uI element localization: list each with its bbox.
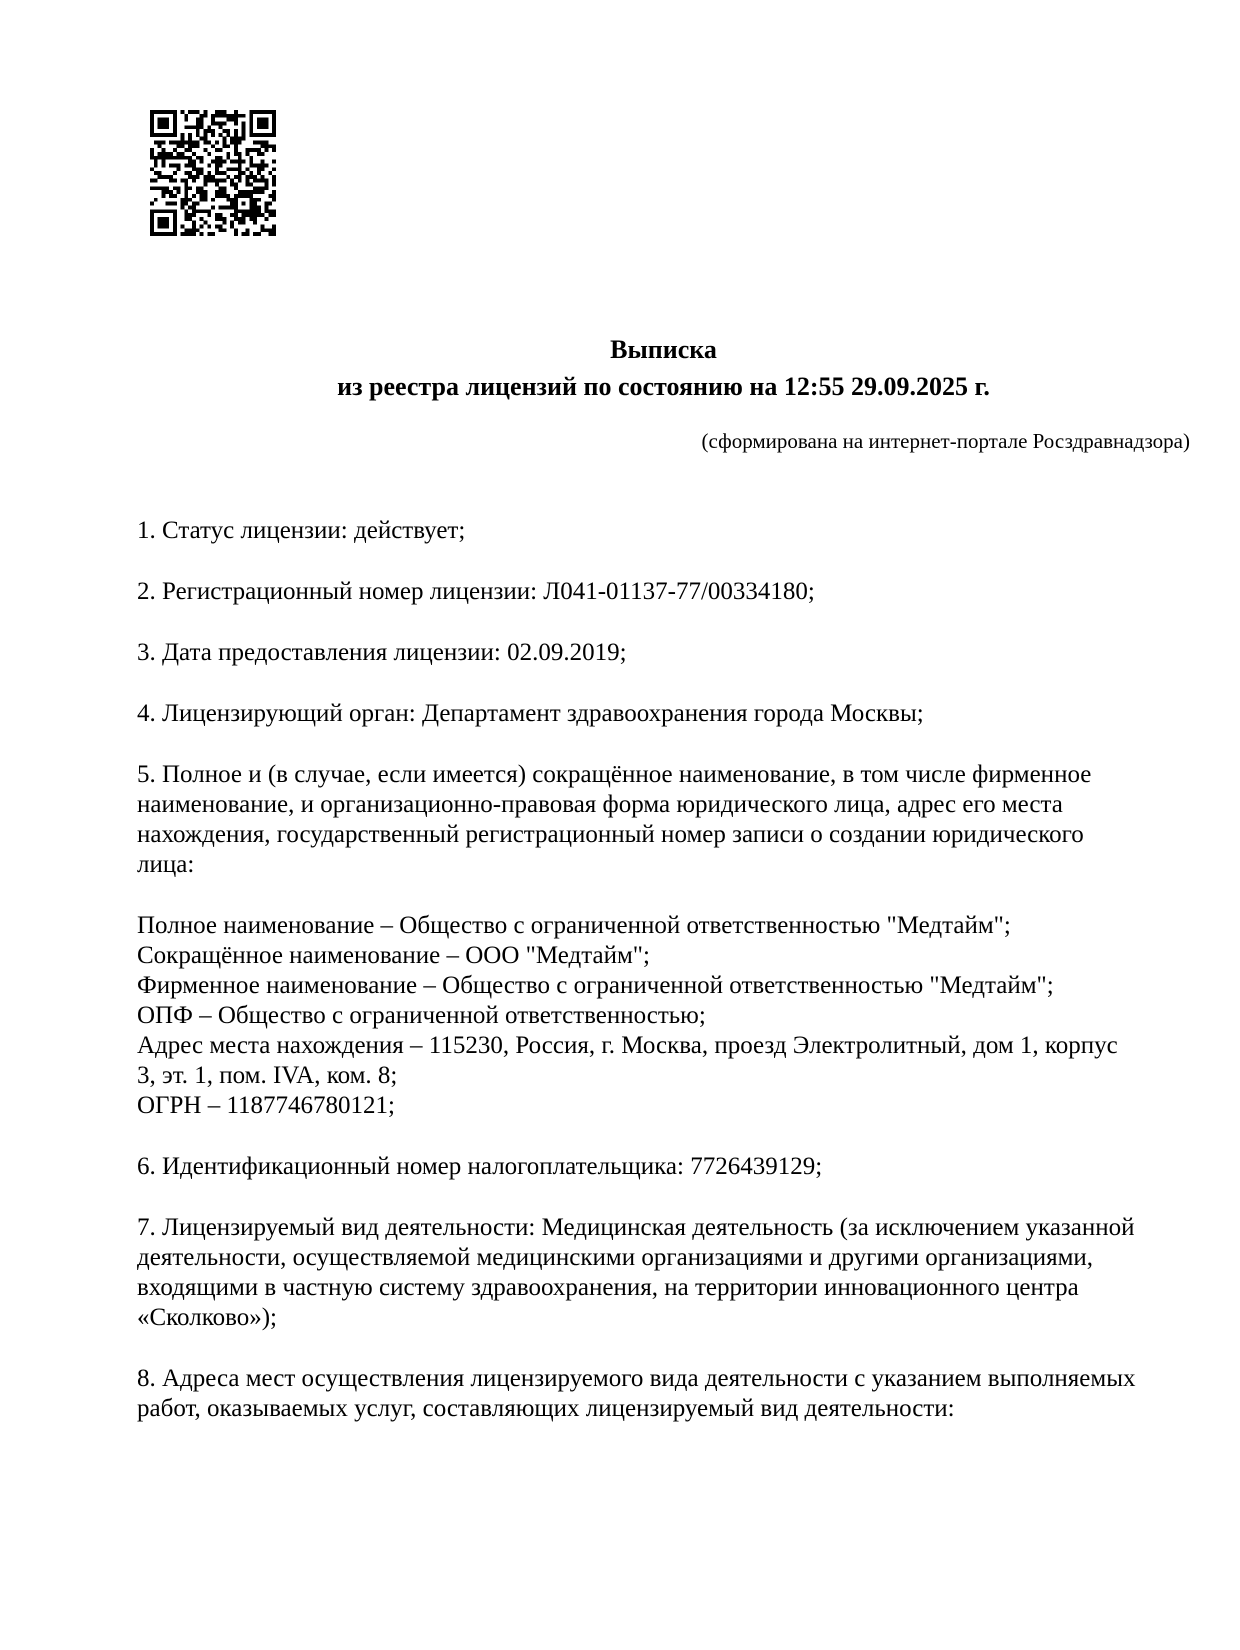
org-legal-form: ОПФ – Общество с ограниченной ответственностью; — [137, 1002, 706, 1029]
org-short-name: Сокращённое наименование – ООО "Медтайм"; — [137, 942, 650, 969]
paragraph-licensing-authority: 4. Лицензирующий орган: Департамент здравоохранения города Москвы; — [137, 700, 924, 727]
org-address: Адрес места нахождения – 115230, Россия, г. Москва, проезд Электролитный, дом 1, корпус 3, эт. 1, пом. IVA, ком. 8; — [137, 1032, 1118, 1089]
paragraph-addresses-intro: 8. Адреса мест осуществления лицензируемого вида деятельности с указанием выполняемых работ, оказываемых услуг, составляющих лицензируемый вид деятельности: — [137, 1365, 1136, 1422]
paragraph-license-status: 1. Статус лицензии: действует; — [137, 517, 466, 544]
document-content — [137, 0, 1190, 1424]
paragraph-licensed-activity: 7. Лицензируемый вид деятельности: Медицинская деятельность (за исключением указанной деятельности, осуществляемой медицинскими организациями и другими организациями, входящими в частную систему здравоохранения, на территории инновационного центра «Сколково»); — [137, 1214, 1135, 1331]
paragraph-organization-intro: 5. Полное и (в случае, если имеется) сокращённое наименование, в том числе фирменное наименование, и организационно-правовая форма юридического лица, адрес его места нахождения, государственный регистрационный номер записи о создании юридического лица: — [137, 761, 1092, 878]
paragraph-issue-date: 3. Дата предоставления лицензии: 02.09.2019; — [137, 639, 627, 666]
organization-details-block — [137, 911, 1142, 1121]
document-title — [137, 0, 1190, 405]
org-full-name: Полное наименование – Общество с ограниченной ответственностью "Медтайм"; — [137, 912, 1011, 939]
title-line-2: из реестра лицензий по состоянию на 12:55 29.09.2025 г. — [337, 372, 990, 401]
document-subtitle: (сформирована на интернет-портале Росздравнадзора) — [701, 429, 1190, 453]
paragraph-registration-number: 2. Регистрационный номер лицензии: Л041-01137-77/00334180; — [137, 578, 815, 605]
paragraph-inn: 6. Идентификационный номер налогоплательщика: 7726439129; — [137, 1153, 823, 1180]
org-ogrn: ОГРН – 1187746780121; — [137, 1092, 395, 1119]
title-line-1: Выписка — [610, 335, 717, 364]
org-brand-name: Фирменное наименование – Общество с ограниченной ответственностью "Медтайм"; — [137, 972, 1054, 999]
